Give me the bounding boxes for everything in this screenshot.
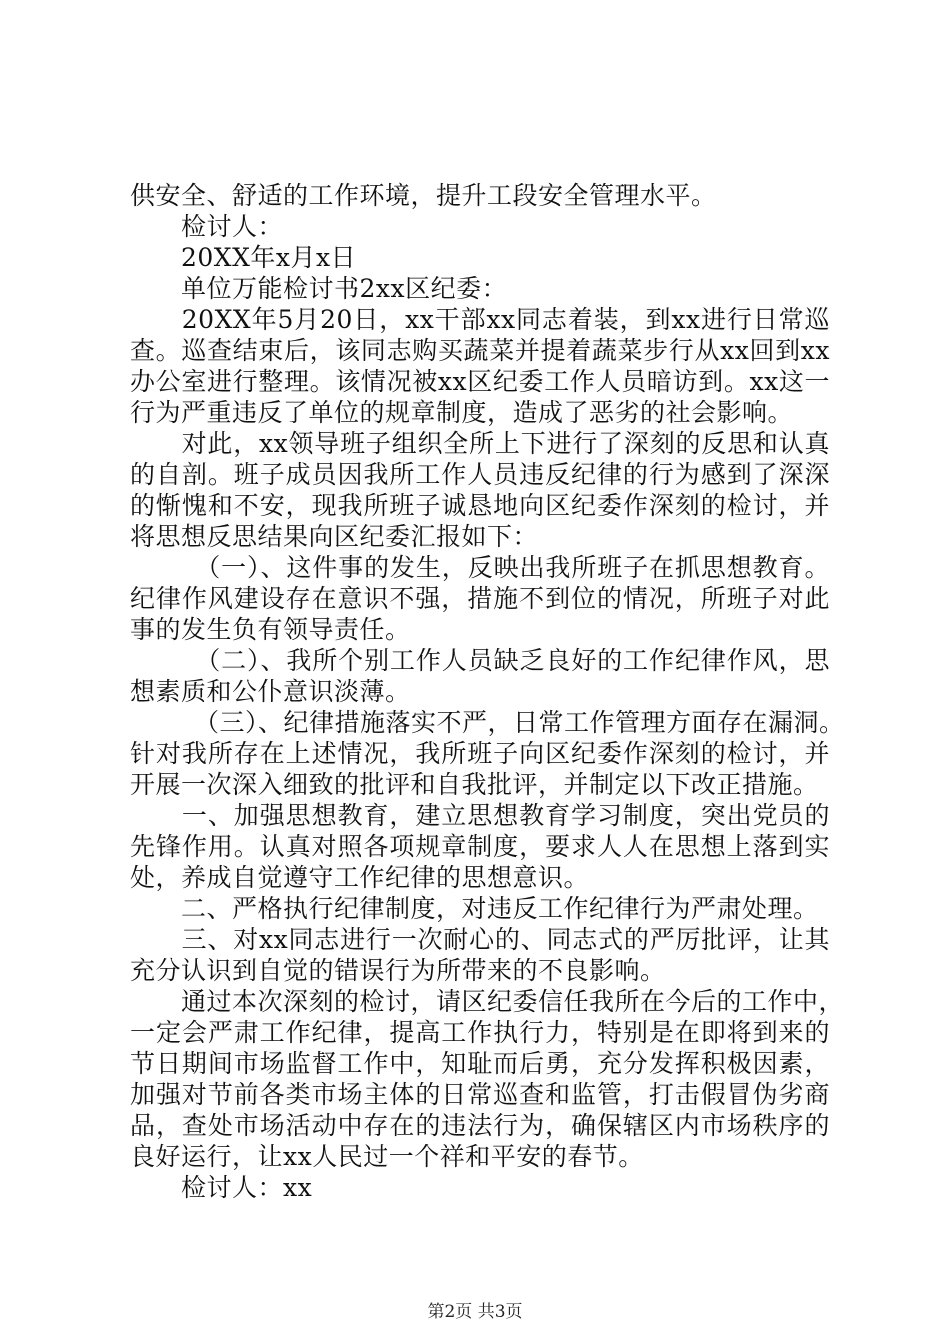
text-line: 二、严格执行纪律制度，对违反工作纪律行为严肃处理。 <box>130 894 819 923</box>
text-line: 行为严重违反了单位的规章制度，造成了恶劣的社会影响。 <box>130 398 794 427</box>
text-line: 查。巡查结束后，该同志购买蔬菜并提着蔬菜步行从xx回到xx <box>130 336 830 365</box>
text-line: 的惭愧和不安，现我所班子诚恳地向区纪委作深刻的检讨，并 <box>130 491 830 520</box>
text-line: 供安全、舒适的工作环境，提升工段安全管理水平。 <box>130 181 717 210</box>
text-line: 加强对节前各类市场主体的日常巡查和监管，打击假冒伪劣商 <box>130 1080 830 1109</box>
text-line: 对此，xx领导班子组织全所上下进行了深刻的反思和认真 <box>130 429 830 458</box>
text-line: 良好运行，让xx人民过一个祥和平安的春节。 <box>130 1142 644 1171</box>
text-line: 将思想反思结果向区纪委汇报如下： <box>130 522 539 551</box>
text-line: （二）、我所个别工作人员缺乏良好的工作纪律作风，思 <box>130 646 830 675</box>
text-line: 的自剖。班子成员因我所工作人员违反纪律的行为感到了深深 <box>130 460 830 489</box>
page-footer: 第2页 共3页 <box>427 1302 523 1322</box>
text-line: 针对我所存在上述情况，我所班子向区纪委作深刻的检讨，并 <box>130 739 830 768</box>
text-line: 先锋作用。认真对照各项规章制度，要求人人在思想上落到实 <box>130 832 830 861</box>
text-line: 检讨人： <box>130 212 284 241</box>
text-line: 20XX年5月20日，xx干部xx同志着装，到xx进行日常巡 <box>130 305 830 334</box>
text-line: 品，查处市场活动中存在的违法行为，确保辖区内市场秩序的 <box>130 1111 830 1140</box>
text-line: 20XX年x月x日 <box>130 243 357 272</box>
text-line: 检讨人：xx <box>130 1173 313 1202</box>
text-line: 节日期间市场监督工作中，知耻而后勇，充分发挥积极因素， <box>130 1049 830 1078</box>
text-line: 开展一次深入细致的批评和自我批评，并制定以下改正措施。 <box>130 770 819 799</box>
text-line: （一）、这件事的发生，反映出我所班子在抓思想教育。 <box>130 553 830 582</box>
text-line: 办公室进行整理。该情况被xx区纪委工作人员暗访到。xx这一 <box>130 367 830 396</box>
text-line: 一定会严肃工作纪律，提高工作执行力，特别是在即将到来的 <box>130 1018 830 1047</box>
text-line: 充分认识到自觉的错误行为所带来的不良影响。 <box>130 956 666 985</box>
text-line: 纪律作风建设存在意识不强，措施不到位的情况，所班子对此 <box>130 584 830 613</box>
text-line: 想素质和公仆意识淡薄。 <box>130 677 411 706</box>
text-line: 单位万能检讨书2xx区纪委： <box>130 274 508 303</box>
text-line: 事的发生负有领导责任。 <box>130 615 411 644</box>
text-line: 通过本次深刻的检讨，请区纪委信任我所在今后的工作中， <box>130 987 845 1016</box>
text-line: 一、加强思想教育，建立思想教育学习制度，突出党员的 <box>130 801 830 830</box>
text-line: 处，养成自觉遵守工作纪律的思想意识。 <box>130 863 590 892</box>
text-line: 三、对xx同志进行一次耐心的、同志式的严厉批评，让其 <box>130 925 830 954</box>
text-line: （三）、纪律措施落实不严，日常工作管理方面存在漏洞。 <box>130 708 845 737</box>
